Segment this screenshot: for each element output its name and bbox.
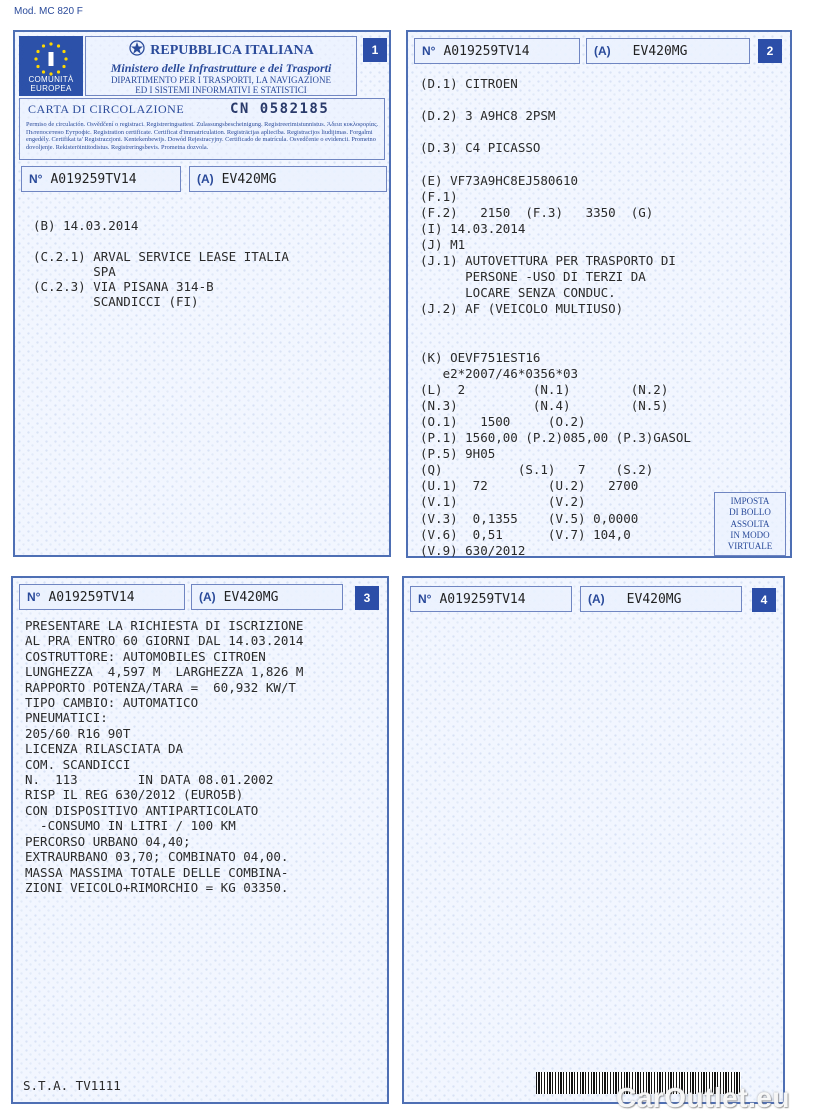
plate-label-2: (A) [594, 44, 611, 58]
panel-2 [406, 30, 792, 558]
card-title: CARTA DI CIRCOLAZIONE [28, 102, 185, 116]
panel-number-4: 4 [752, 588, 776, 612]
panel-number-3: 3 [355, 586, 379, 610]
card-number: CN 0582185 [230, 101, 330, 117]
owner-details: (B) 14.03.2014 (C.2.1) ARVAL SERVICE LEASE ITALIA SPA (C.2.3) VIA PISANA 314-B SCANDICCI (FI) [33, 218, 289, 310]
vehicle-technical-data: (D.1) CITROEN (D.2) 3 A9HC8 2PSM (D.3) C4 PICASSO (E) VF73A9HC8EJ580610 (F.1) (F.2) 2150 (F.3) 3350 (G) (I) 14.03.2014 (J) M1 (J.1) AUTOVETTURA PER TRASPORTO DI PERSONE -USO DI TERZI DA LOCARE SENZA CONDUC. (J.2) AF (VEICOLO MULTIUSO) (K) OEVF751EST16 e2*2007/46*0356*03 (L) 2 (N.1) (N.2) (N.3) (N.4) (N.5) (O.1) 1500 (O.2) (P.1) 1560,00 (P.2)085,00 (P.3)GASOL (P.5) 9H05 (Q) (S.1) 7 (S.2) (U.1) 72 (U.2) 2700 (V.1) (V.2) (V.3) 0,1355 (V.5) 0,0000 (V.6) 0,51 (V.7) 104,0 (V.9) 630/2012 [420, 76, 691, 558]
doc-number-4: A019259TV14 [439, 591, 526, 607]
plate-label: (A) [197, 172, 214, 186]
flag-caption: COMUNITÀ EUROPEA [28, 75, 74, 93]
card-title-box [19, 98, 385, 160]
stamp-duty-box [714, 492, 786, 556]
doc-number-2: A019259TV14 [443, 43, 530, 59]
stamp-line-1: IMPOSTA [730, 496, 770, 506]
plate-label-3: (A) [199, 590, 216, 604]
sta-code: S.T.A. TV1111 [23, 1078, 121, 1093]
card-translations: Permiso de circulación. Osvědčení o registraci. Registreringsattest. Zulassungsbescheinigung. Registreerimistunnistus. Άδεια κυκλοφορίας. Пътепосетено Еутрофіс. Registration certificate. Certificat d'immatriculation. Registrācijas apliecība. Registracijos liudijimas. Forgalmi engedély. Certifikat ta' Registrazzjoni. Kentekenbewijs. Dowód Rejestracyjny. Certificado de matrícula. Osvedčenie o evidencii. Prometno dovoljenje. Rekisteröintitodistus. Registreringsbevis. Prometna dozvola. [26, 121, 379, 151]
doc-number-3: A019259TV14 [48, 589, 135, 605]
republic-emblem-icon [128, 40, 146, 56]
doc-number-label-3: N° [27, 590, 41, 604]
model-tag: Mod. MC 820 F [14, 6, 83, 17]
plate-number-4: EV420MG [626, 591, 682, 607]
stamp-line-4: IN MODO [730, 529, 770, 540]
doc-number-label-2: N° [422, 44, 436, 58]
ministry-header [85, 36, 357, 96]
plate-box-2 [586, 38, 750, 64]
watermark-logo: CarOutlet.eu [616, 1082, 791, 1113]
doc-number-box-2 [414, 38, 580, 64]
republic-title: REPUBBLICA ITALIANA [150, 43, 314, 58]
stamp-line-2: DI BOLLO [729, 507, 771, 518]
plate-number: EV420MG [221, 171, 277, 187]
panel-3 [11, 576, 389, 1104]
plate-number-2: EV420MG [632, 43, 688, 59]
eu-flag [19, 36, 83, 96]
plate-box [189, 166, 387, 192]
registration-notes: PRESENTARE LA RICHIESTA DI ISCRIZIONE AL PRA ENTRO 60 GIORNI DAL 14.03.2014 COSTRUTTORE: AUTOMOBILES CITROEN LUNGHEZZA 4,597 M LARGHEZZA 1,826 M RAPPORTO POTENZA/TARA = 60,932 KW/T TIPO CAMBIO: AUTOMATICO PNEUMATICI: 205/60 R16 90T LICENZA RILASCIATA DA COM. SCANDICCI N. 113 IN DATA 08.01.2002 RISP IL REG 630/2012 (EURO5B) CON DISPOSITIVO ANTIPARTICOLATO -CONSUMO IN LITRI / 100 KM PERCORSO URBANO 04,40; EXTRAURBANO 03,70; COMBINATO 04,00. MASSA MASSIMA TOTALE DELLE COMBINA- ZIONI VEICOLO+RIMORCHIO = KG 03350. [25, 618, 304, 895]
ministry-name: Ministero delle Infrastrutture e dei Trasporti [110, 61, 332, 75]
panel-4 [402, 576, 785, 1104]
doc-number-box-4 [410, 586, 572, 612]
stamp-line-5: VIRTUALE [727, 541, 773, 551]
panel-1 [13, 30, 391, 557]
panel-number-1: 1 [363, 38, 387, 62]
doc-number-box [21, 166, 181, 192]
stamp-line-3: ASSOLTA [730, 518, 770, 529]
doc-number-box-3 [19, 584, 185, 610]
doc-number-label: N° [29, 172, 43, 186]
eu-stars-icon [31, 39, 71, 79]
doc-number: A019259TV14 [50, 171, 137, 187]
department-line-2: ED I SISTEMI INFORMATIVI E STATISTICI [135, 84, 307, 95]
plate-box-4 [580, 586, 742, 612]
plate-number-3: EV420MG [223, 589, 279, 605]
department-line-1: DIPARTIMENTO PER I TRASPORTI, LA NAVIGAZIONE [110, 75, 332, 85]
panel-number-2: 2 [758, 39, 782, 63]
plate-label-4: (A) [588, 592, 605, 606]
doc-number-label-4: N° [418, 592, 432, 606]
plate-box-3 [191, 584, 343, 610]
